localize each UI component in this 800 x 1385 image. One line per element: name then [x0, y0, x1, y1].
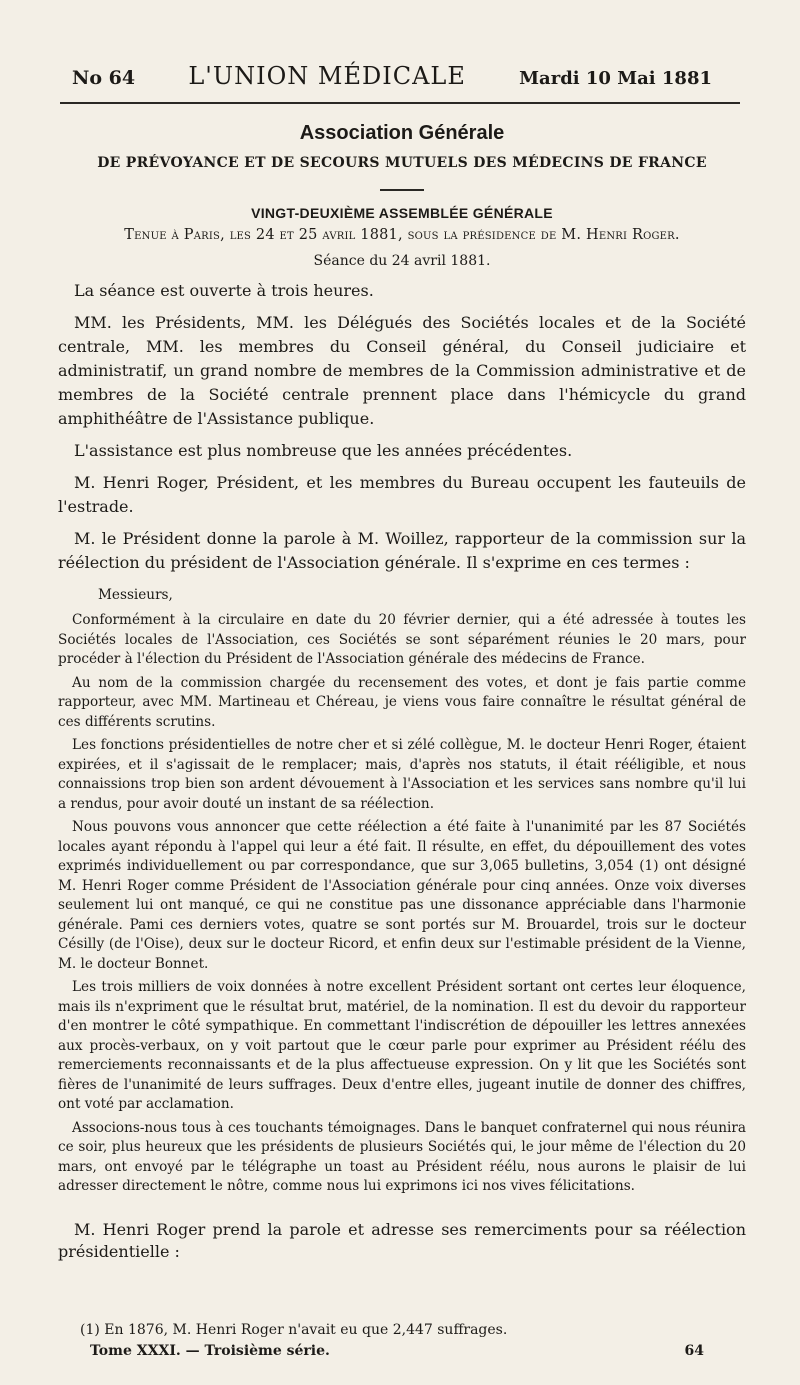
assembly-heading: VINGT-DEUXIÈME ASSEMBLÉE GÉNÉRALE: [251, 205, 553, 221]
report-paragraph: Nous pouvons vous annoncer que cette réélection a été faite à l'unanimité par les 87 Sociétés locales ayant répondu à l'appel qui leur a été fait. Il résulte, en effet, du dépouillement des votes exprimés individuellement ou par correspondance, que sur 3,065 bulletins, 3,054 (1) ont désigné M. Henri Roger comme Président de l'Association générale pour cinq années. Onze voix diverses seulement lui ont manqué, ce qui ne constitue pas une dissonance appréciable dans l'harmonie générale. Pami ces derniers votes, quatre se sont portés sur M. Brouardel, trois sur le docteur Césilly (de l'Oise), deux sur le docteur Ricord, et enfin deux sur l'estimable président de la Vienne, M. le docteur Bonnet.: [58, 819, 746, 972]
page-header: [72, 62, 712, 92]
footnote: (1) En 1876, M. Henri Roger n'avait eu que 2,447 suffrages.: [80, 1322, 508, 1338]
assembly-details: Tenue à Paris, les 24 et 25 avril 1881, sous la présidence de M. Henri Roger.: [124, 227, 680, 243]
paragraph: L'assistance est plus nombreuse que les années précédentes.: [74, 441, 573, 460]
report-paragraph: Au nom de la commission chargée du recensement des votes, et dont je fais partie comme rapporteur, avec MM. Martineau et Chéreau, je viens vous faire connaître le résultat général de ces différents scrutins.: [58, 674, 746, 730]
paragraph: MM. les Présidents, MM. les Délégués des Sociétés locales et de la Société centrale, MM. les membres du Conseil général, du Conseil judiciaire et administratif, un grand nombre de membres de la Commission administrative et de membres de la Société centrale prennent place dans l'hémicycle du grand amphithéâtre de l'Assistance publique.: [58, 313, 746, 428]
article: [58, 118, 746, 1263]
report-paragraph: Conformément à la circulaire en date du 20 février dernier, qui a été adressée à toutes les Sociétés locales de l'Association, ces Sociétés se sont séparément réunies le 20 mars, pour procéder à l'élection du Président de l'Association générale des médecins de France.: [58, 612, 746, 667]
header-rule: [60, 102, 740, 104]
page-footer: [90, 1343, 704, 1359]
paragraph: M. Henri Roger, Président, et les membres du Bureau occupent les fauteuils de l'estrade.: [58, 473, 746, 516]
report-salutation: Messieurs,: [98, 587, 173, 603]
section-divider: [380, 189, 424, 191]
report-paragraph: Les trois milliers de voix données à notre excellent Président sortant ont certes leur éloquence, mais ils n'expriment que le résultat brut, matériel, de la nomination. Il est du devoir du rapporteur d'en montrer le côté sympathique. En commettant l'indiscrétion de dépouiller les lettres annexées aux procès-verbaux, on y voit partout que le cœur parle pour exprimer au Président réélu des remerciements reconnaissants et de la plus affectueuse expression. On y lit que les Sociétés sont fières de l'unanimité de leurs suffrages. Deux d'entre elles, jugeant inutile de donner des chiffres, ont voté par acclamation.: [58, 979, 746, 1112]
report-paragraph: Les fonctions présidentielles de notre cher et si zélé collègue, M. le docteur Henri Roger, étaient expirées, et il s'agissait de le remplacer; mais, d'après nos statuts, il était rééligible, et nous connaissions trop bien son ardent dévouement à l'Association et les services sans nombre qu'il lui a rendus, pour avoir douté un instant de sa réélection.: [58, 737, 746, 812]
response-paragraph: M. Henri Roger prend la parole et adresse ses remerciments pour sa réélection présidentielle :: [58, 1219, 746, 1261]
issue-number: No 64: [72, 67, 136, 89]
journal-title: L'UNION MÉDICALE: [188, 62, 466, 90]
article-subtitle: DE PRÉVOYANCE ET DE SECOURS MUTUELS DES MÉDECINS DE FRANCE: [97, 155, 707, 171]
report-section: [58, 587, 746, 1197]
session-date: Séance du 24 avril 1881.: [313, 253, 491, 269]
issue-date: Mardi 10 Mai 1881: [519, 68, 712, 89]
report-paragraph: Associons-nous tous à ces touchants témoignages. Dans le banquet confraternel qui nous réunira ce soir, plus heureux que les présidents de plusieurs Sociétés qui, le jour même de l'élection du 20 mars, ont envoyé par le télégraphe un toast au Président réélu, nous aurons le plaisir de lui adresser directement le nôtre, comme nous lui exprimons ici nos vives félicitations.: [58, 1119, 746, 1194]
paragraph: La séance est ouverte à trois heures.: [74, 281, 374, 300]
paragraph: M. le Président donne la parole à M. Woillez, rapporteur de la commission sur la réélection du président de l'Association générale. Il s'exprime en ces termes :: [58, 529, 746, 572]
page-number: 64: [684, 1343, 704, 1359]
volume-info: Tome XXXI. — Troisième série.: [90, 1343, 330, 1359]
article-title: Association Générale: [299, 122, 505, 144]
